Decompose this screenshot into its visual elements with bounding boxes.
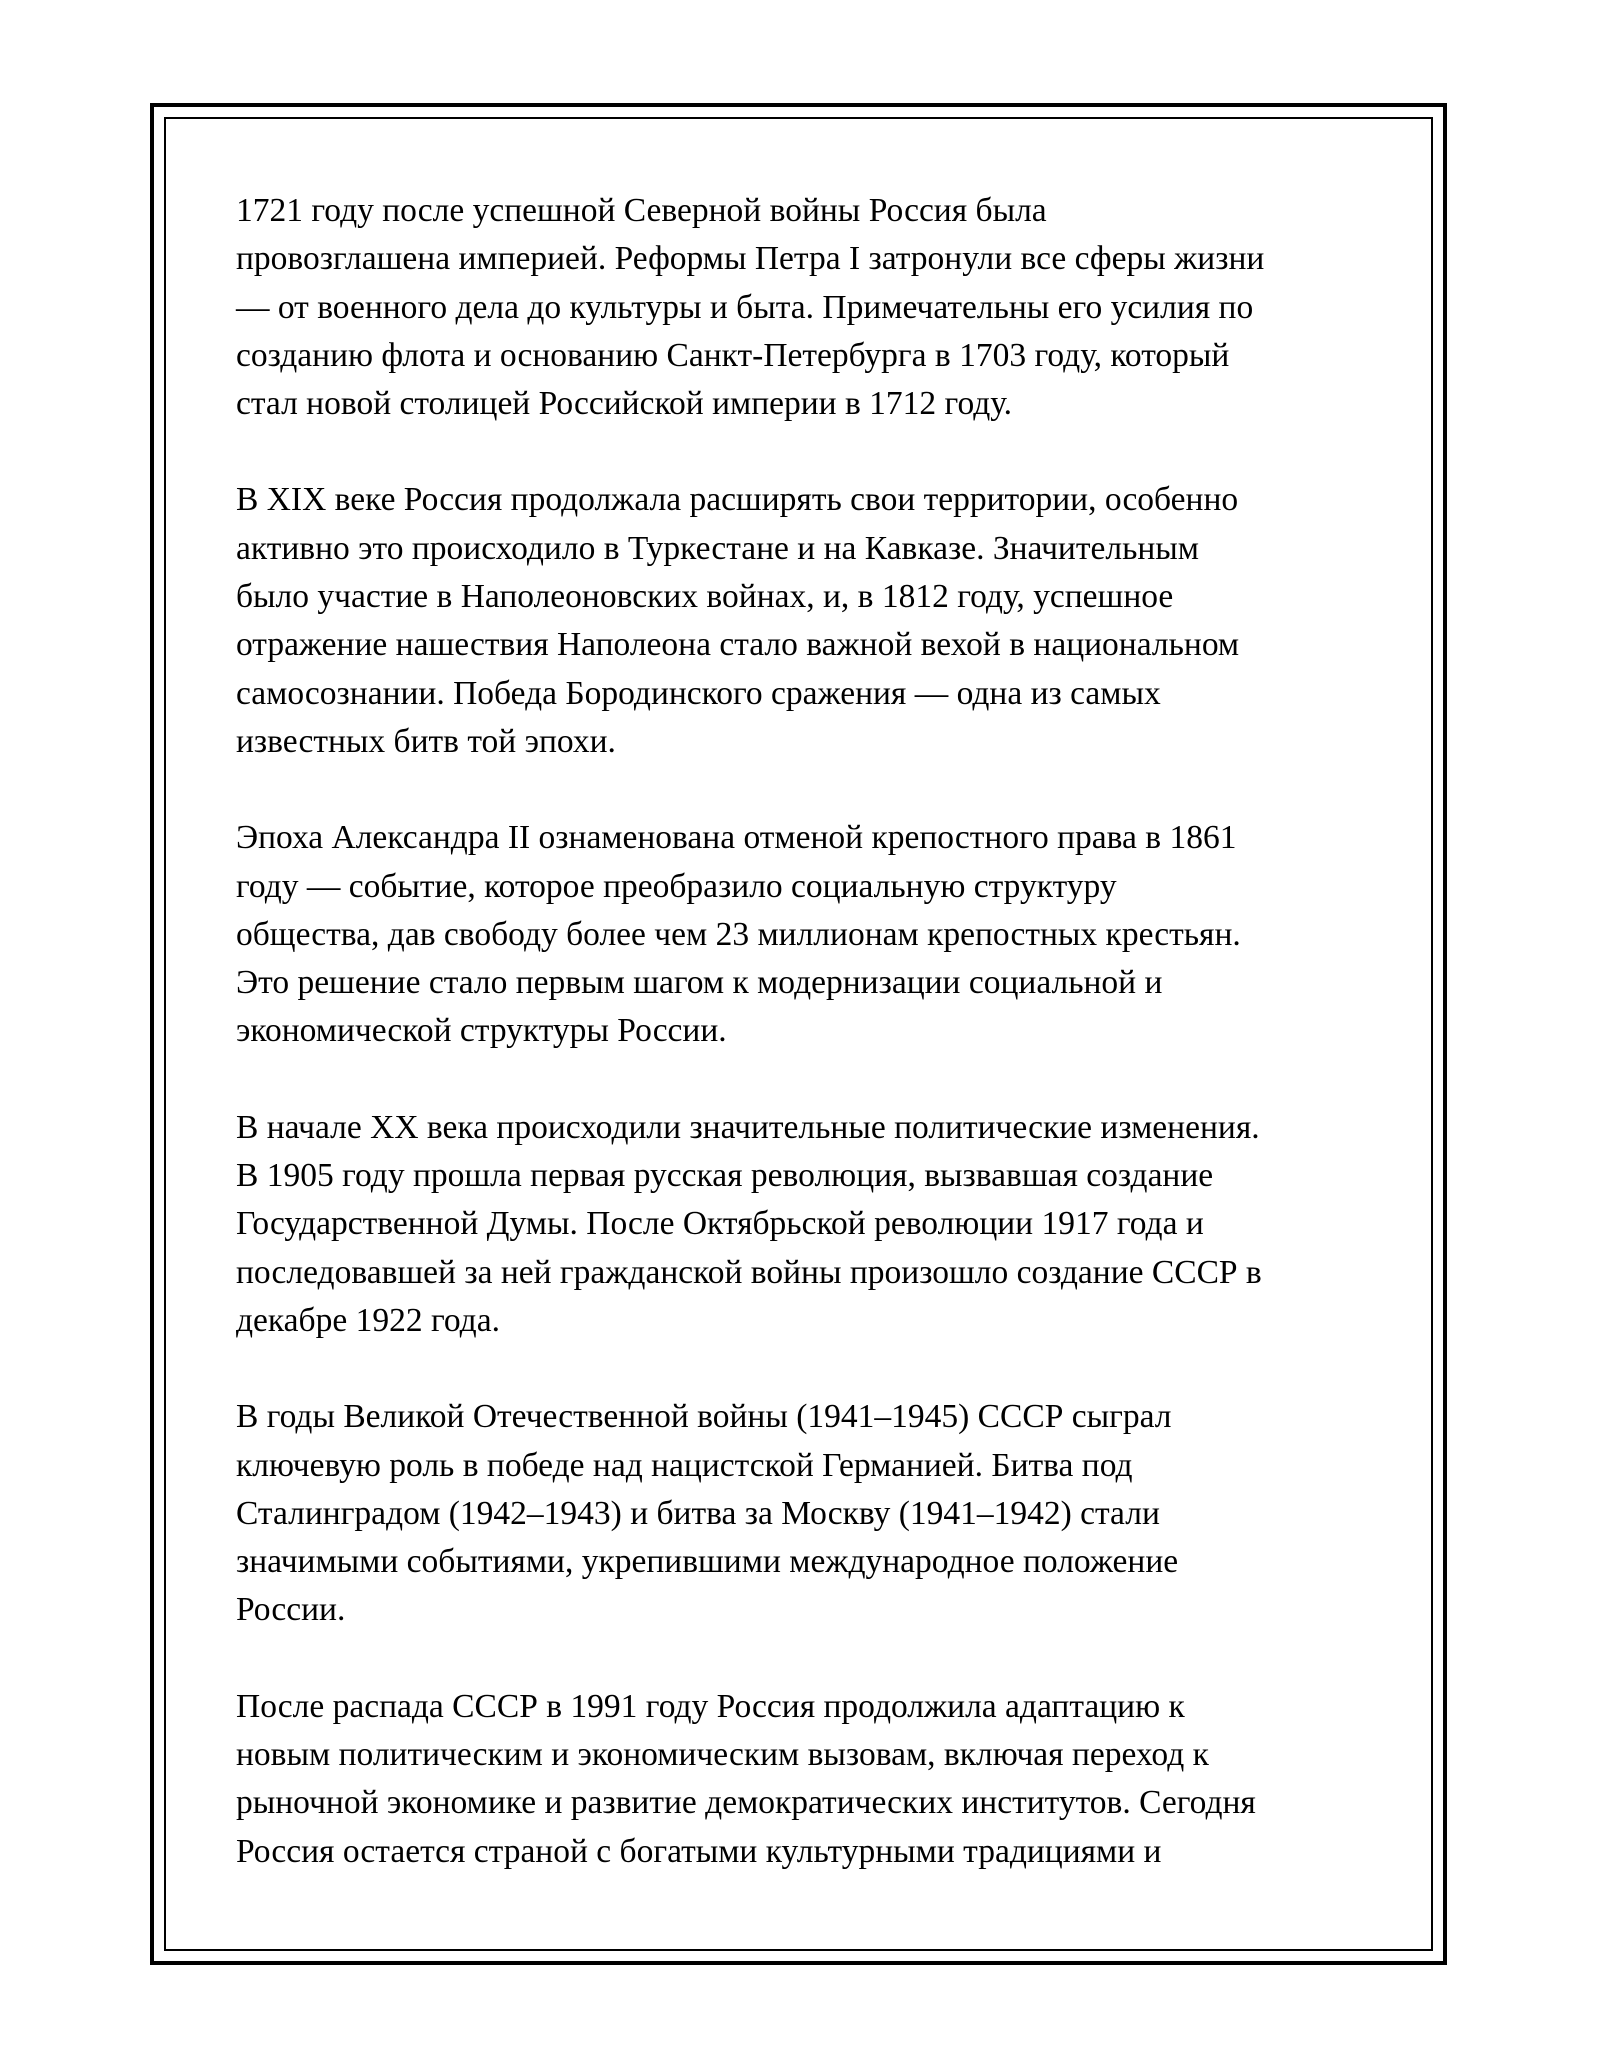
document-body (236, 187, 1376, 1876)
paragraph-post-ussr: После распада СССР в 1991 году Россия продолжила адаптацию к новым политическим и экономическим вызовам, включая переход к рыночной экономике и развитие демократических институтов. Сегодня Россия остается страной с богатыми культурными традициями и (236, 1687, 1256, 1870)
paragraph-peter-reforms: 1721 году после успешной Северной войны Россия была провозглашена империей. Реформы Петра I затронули все сферы жизни — от военного дела до культуры и быта. Примечательны его усилия по созданию флота и основанию Санкт-Петербурга в 1703 году, который стал новой столицей Российской империи в 1712 году. (236, 192, 1265, 423)
paragraph-great-patriotic-war: В годы Великой Отечественной войны (1941–1945) СССР сыграл ключевую роль в победе над нацистской Германией. Битва под Сталинградом (1942–1943) и битва за Москву (1941–1942) стали значимыми событиями, укрепившими международное положение России. (236, 1398, 1179, 1629)
paragraph-19th-century: В XIX веке Россия продолжала расширять свои территории, особенно активно это происходило в Туркестане и на Кавказе. Значительным было участие в Наполеоновских войнах, и, в 1812 году, успешное отражение нашествия Наполеона стало важной вехой в национальном самосознании. Победа Бородинского сражения — одна из самых известных битв той эпохи. (236, 481, 1240, 760)
paragraph-alexander-ii: Эпоха Александра II ознаменована отменой крепостного права в 1861 году — событие, которое преобразило социальную структуру общества, дав свободу более чем 23 миллионам крепостных крестьян. Это решение стало первым шагом к модернизации социальной и экономической структуры России. (236, 819, 1241, 1050)
paragraph-early-20th-century: В начале XX века происходили значительные политические изменения. В 1905 году прошла первая русская революция, вызвавшая создание Государственной Думы. После Октябрьской революции 1917 года и последовавшей за ней гражданской войны произошло создание СССР в декабре 1922 года. (236, 1108, 1262, 1339)
